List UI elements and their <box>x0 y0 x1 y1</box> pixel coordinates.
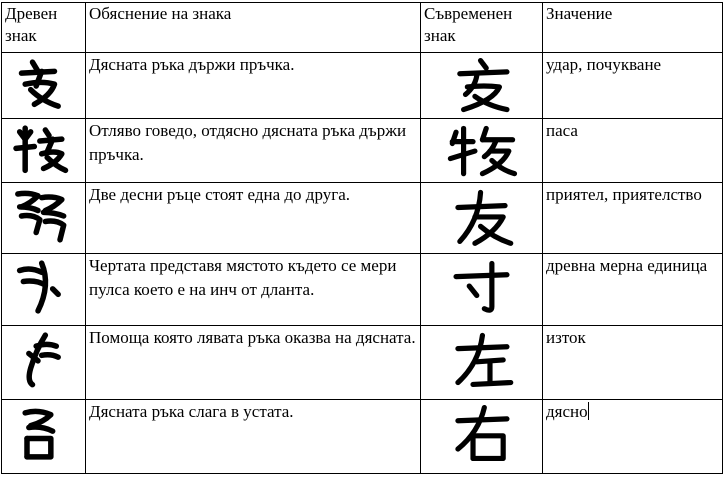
table-row <box>2 400 723 474</box>
modern-友-glyph <box>424 183 539 250</box>
ancient-left-hand-glyph <box>5 326 82 394</box>
ancient-cell <box>2 326 86 400</box>
explanation-cell: Дясната ръка слага в устата. <box>86 400 421 474</box>
table-row <box>2 254 723 326</box>
ancient-hand-mouth-glyph <box>5 400 82 468</box>
table-row <box>2 119 723 183</box>
meaning-cell: древна мерна единица <box>543 254 723 326</box>
meaning-text: дясно <box>546 402 588 421</box>
table-row <box>2 53 723 119</box>
header-meaning: Значение <box>543 3 723 53</box>
modern-cell <box>421 119 543 183</box>
ancient-ox-hand-stick-glyph <box>5 119 82 178</box>
modern-牧-glyph <box>424 119 539 179</box>
character-table <box>1 2 723 474</box>
explanation-cell: Помоща която лявата ръка оказва на дясната. <box>86 326 421 400</box>
ancient-cell <box>2 119 86 183</box>
table-row <box>2 326 723 400</box>
table-row <box>2 183 723 254</box>
header-row <box>2 3 723 53</box>
meaning-cell: удар, почукване <box>543 53 723 119</box>
meaning-cell[interactable] <box>543 400 723 474</box>
meaning-cell: паса <box>543 119 723 183</box>
ancient-two-hands-glyph <box>5 183 82 248</box>
header-ancient: Древен знак <box>2 3 86 53</box>
explanation-cell: Отляво говедо, отдясно дясната ръка държи пръчка. <box>86 119 421 183</box>
header-modern: Съвременен знак <box>421 3 543 53</box>
explanation-cell: Чертата представя мястото където се мери пулса което е на инч от дланта. <box>86 254 421 326</box>
meaning-cell: изток <box>543 326 723 400</box>
modern-cell <box>421 183 543 254</box>
modern-cell <box>421 400 543 474</box>
modern-cell <box>421 53 543 119</box>
ancient-cell <box>2 53 86 119</box>
ancient-cell <box>2 254 86 326</box>
modern-攵-glyph <box>424 53 539 115</box>
meaning-cell: приятел, приятелство <box>543 183 723 254</box>
header-explanation: Обяснение на знака <box>86 3 421 53</box>
ancient-cell <box>2 183 86 254</box>
explanation-cell: Дясната ръка държи пръчка. <box>86 53 421 119</box>
modern-左-glyph <box>424 326 539 396</box>
text-cursor <box>588 402 589 420</box>
modern-右-glyph <box>424 400 539 470</box>
explanation-cell: Две десни ръце стоят една до друга. <box>86 183 421 254</box>
ancient-hand-pulse-glyph <box>5 254 82 320</box>
modern-cell <box>421 326 543 400</box>
modern-cell <box>421 254 543 326</box>
modern-寸-glyph <box>424 254 539 322</box>
ancient-cell <box>2 400 86 474</box>
ancient-hand-stick-glyph <box>5 53 82 114</box>
